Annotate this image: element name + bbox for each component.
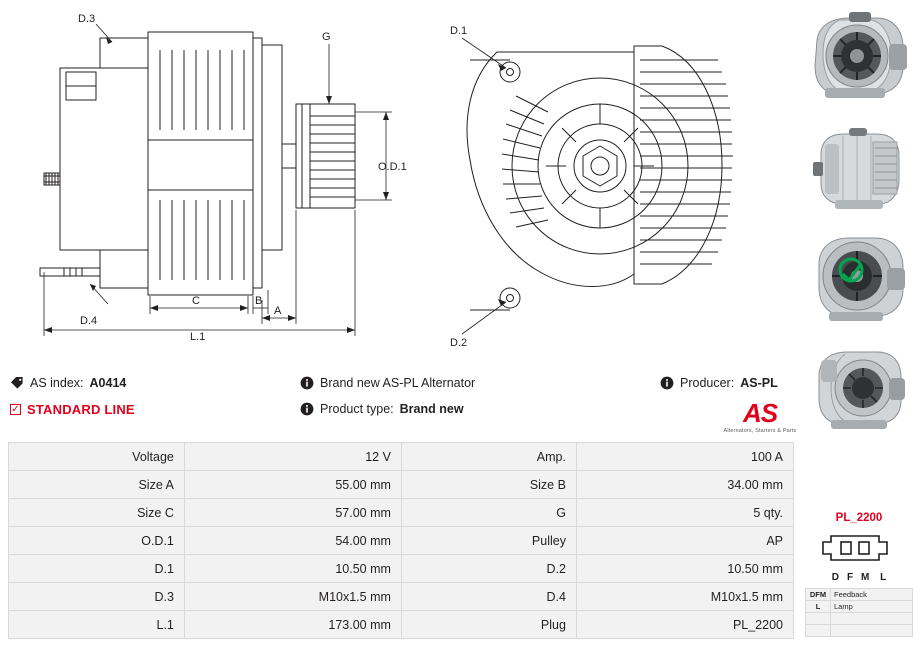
spec-value: 100 A bbox=[576, 443, 793, 471]
specifications-table-body bbox=[9, 443, 794, 639]
spec-value: 10.50 mm bbox=[184, 555, 401, 583]
spec-label: Pulley bbox=[401, 527, 576, 555]
table-row bbox=[806, 613, 913, 625]
spec-value: 34.00 mm bbox=[576, 471, 793, 499]
spec-label: G bbox=[401, 499, 576, 527]
product-photo-gallery bbox=[805, 4, 913, 444]
brand-new-cell bbox=[300, 376, 660, 390]
spec-value: 10.50 mm bbox=[576, 555, 793, 583]
product-photo-2[interactable] bbox=[805, 114, 913, 222]
product-type-cell bbox=[300, 402, 660, 416]
table-row bbox=[9, 471, 794, 499]
standard-line-label: STANDARD LINE bbox=[27, 401, 135, 417]
table-row bbox=[9, 499, 794, 527]
table-row bbox=[806, 625, 913, 637]
label-d3: D.3 bbox=[78, 13, 96, 25]
spec-value: PL_2200 bbox=[576, 611, 793, 639]
plug-pin-value: Lamp bbox=[831, 601, 913, 613]
table-row bbox=[9, 443, 794, 471]
aspl-logo-subtitle: Alternators, Starters & Parts bbox=[723, 428, 797, 434]
spec-label: Plug bbox=[401, 611, 576, 639]
table-row bbox=[9, 527, 794, 555]
plug-pin-key bbox=[806, 613, 831, 625]
product-type-label: Product type: bbox=[320, 402, 394, 416]
plug-title: PL_2200 bbox=[835, 512, 883, 524]
spec-value: AP bbox=[576, 527, 793, 555]
aspl-logo bbox=[718, 400, 802, 434]
info-row-2 bbox=[10, 396, 800, 422]
spec-label: Voltage bbox=[9, 443, 185, 471]
spec-value: 54.00 mm bbox=[184, 527, 401, 555]
plug-diagram-block bbox=[805, 512, 913, 637]
spec-value: M10x1.5 mm bbox=[184, 583, 401, 611]
plug-pin-key: L bbox=[806, 601, 831, 613]
plug-pin-labels bbox=[805, 572, 913, 583]
as-index-cell bbox=[10, 376, 300, 390]
label-b: B bbox=[255, 295, 263, 307]
spec-value: 55.00 mm bbox=[184, 471, 401, 499]
table-row bbox=[806, 589, 913, 601]
plug-pin-key: DFM bbox=[806, 589, 831, 601]
spec-label: L.1 bbox=[9, 611, 185, 639]
product-photo-4[interactable] bbox=[805, 334, 913, 442]
label-a: A bbox=[274, 305, 282, 317]
spec-value: 173.00 mm bbox=[184, 611, 401, 639]
product-photo-3[interactable] bbox=[805, 224, 913, 332]
label-c: C bbox=[192, 295, 200, 307]
plug-pin-key bbox=[806, 625, 831, 637]
plug-connector-icon bbox=[805, 528, 913, 568]
table-row bbox=[806, 601, 913, 613]
producer-cell bbox=[660, 376, 800, 390]
standard-line-cell bbox=[10, 402, 300, 417]
spec-label: Size C bbox=[9, 499, 185, 527]
table-row bbox=[9, 611, 794, 639]
tag-icon bbox=[10, 376, 24, 390]
spec-label: Size A bbox=[9, 471, 185, 499]
info-icon bbox=[300, 402, 314, 416]
table-row bbox=[9, 555, 794, 583]
specifications-table bbox=[8, 442, 794, 639]
spec-label: O.D.1 bbox=[9, 527, 185, 555]
brand-new-text: Brand new AS-PL Alternator bbox=[320, 376, 476, 390]
info-icon bbox=[300, 376, 314, 390]
product-photo-1[interactable] bbox=[805, 4, 913, 112]
as-index-value: A0414 bbox=[89, 376, 127, 390]
label-g: G bbox=[322, 31, 331, 43]
plug-pin-value bbox=[831, 613, 913, 625]
info-row-1 bbox=[10, 370, 800, 396]
spec-value: M10x1.5 mm bbox=[576, 583, 793, 611]
aspl-logo-mark: AS bbox=[742, 398, 778, 428]
technical-drawings bbox=[0, 0, 800, 348]
spec-value: 5 qty. bbox=[576, 499, 793, 527]
spec-label: Amp. bbox=[401, 443, 576, 471]
producer-label: Producer: bbox=[680, 376, 735, 390]
alternator-drawing-svg bbox=[0, 0, 800, 348]
spec-value: 12 V bbox=[184, 443, 401, 471]
plug-pin-value: Feedback bbox=[831, 589, 913, 601]
table-row bbox=[9, 583, 794, 611]
checkbox-checked-icon: ✓ bbox=[11, 403, 20, 415]
spec-label: D.1 bbox=[9, 555, 185, 583]
spec-label: D.4 bbox=[401, 583, 576, 611]
spec-label: Size B bbox=[401, 471, 576, 499]
spec-label: D.3 bbox=[9, 583, 185, 611]
label-d4: D.4 bbox=[80, 315, 98, 327]
spec-value: 57.00 mm bbox=[184, 499, 401, 527]
info-icon bbox=[660, 376, 674, 390]
label-d2: D.2 bbox=[450, 337, 468, 348]
plug-pin-left-label: DFM bbox=[831, 572, 878, 583]
label-od1: O.D.1 bbox=[378, 161, 407, 173]
plug-pinout-table bbox=[805, 588, 913, 637]
spec-label: D.2 bbox=[401, 555, 576, 583]
product-type-value: Brand new bbox=[399, 402, 464, 416]
plug-pin-right-label: L bbox=[880, 572, 895, 583]
product-info-block bbox=[10, 370, 800, 432]
as-index-label: AS index: bbox=[30, 376, 84, 390]
label-l1: L.1 bbox=[190, 331, 206, 343]
plug-pin-value bbox=[831, 625, 913, 637]
label-d1: D.1 bbox=[450, 25, 468, 37]
producer-value: AS-PL bbox=[740, 376, 778, 390]
